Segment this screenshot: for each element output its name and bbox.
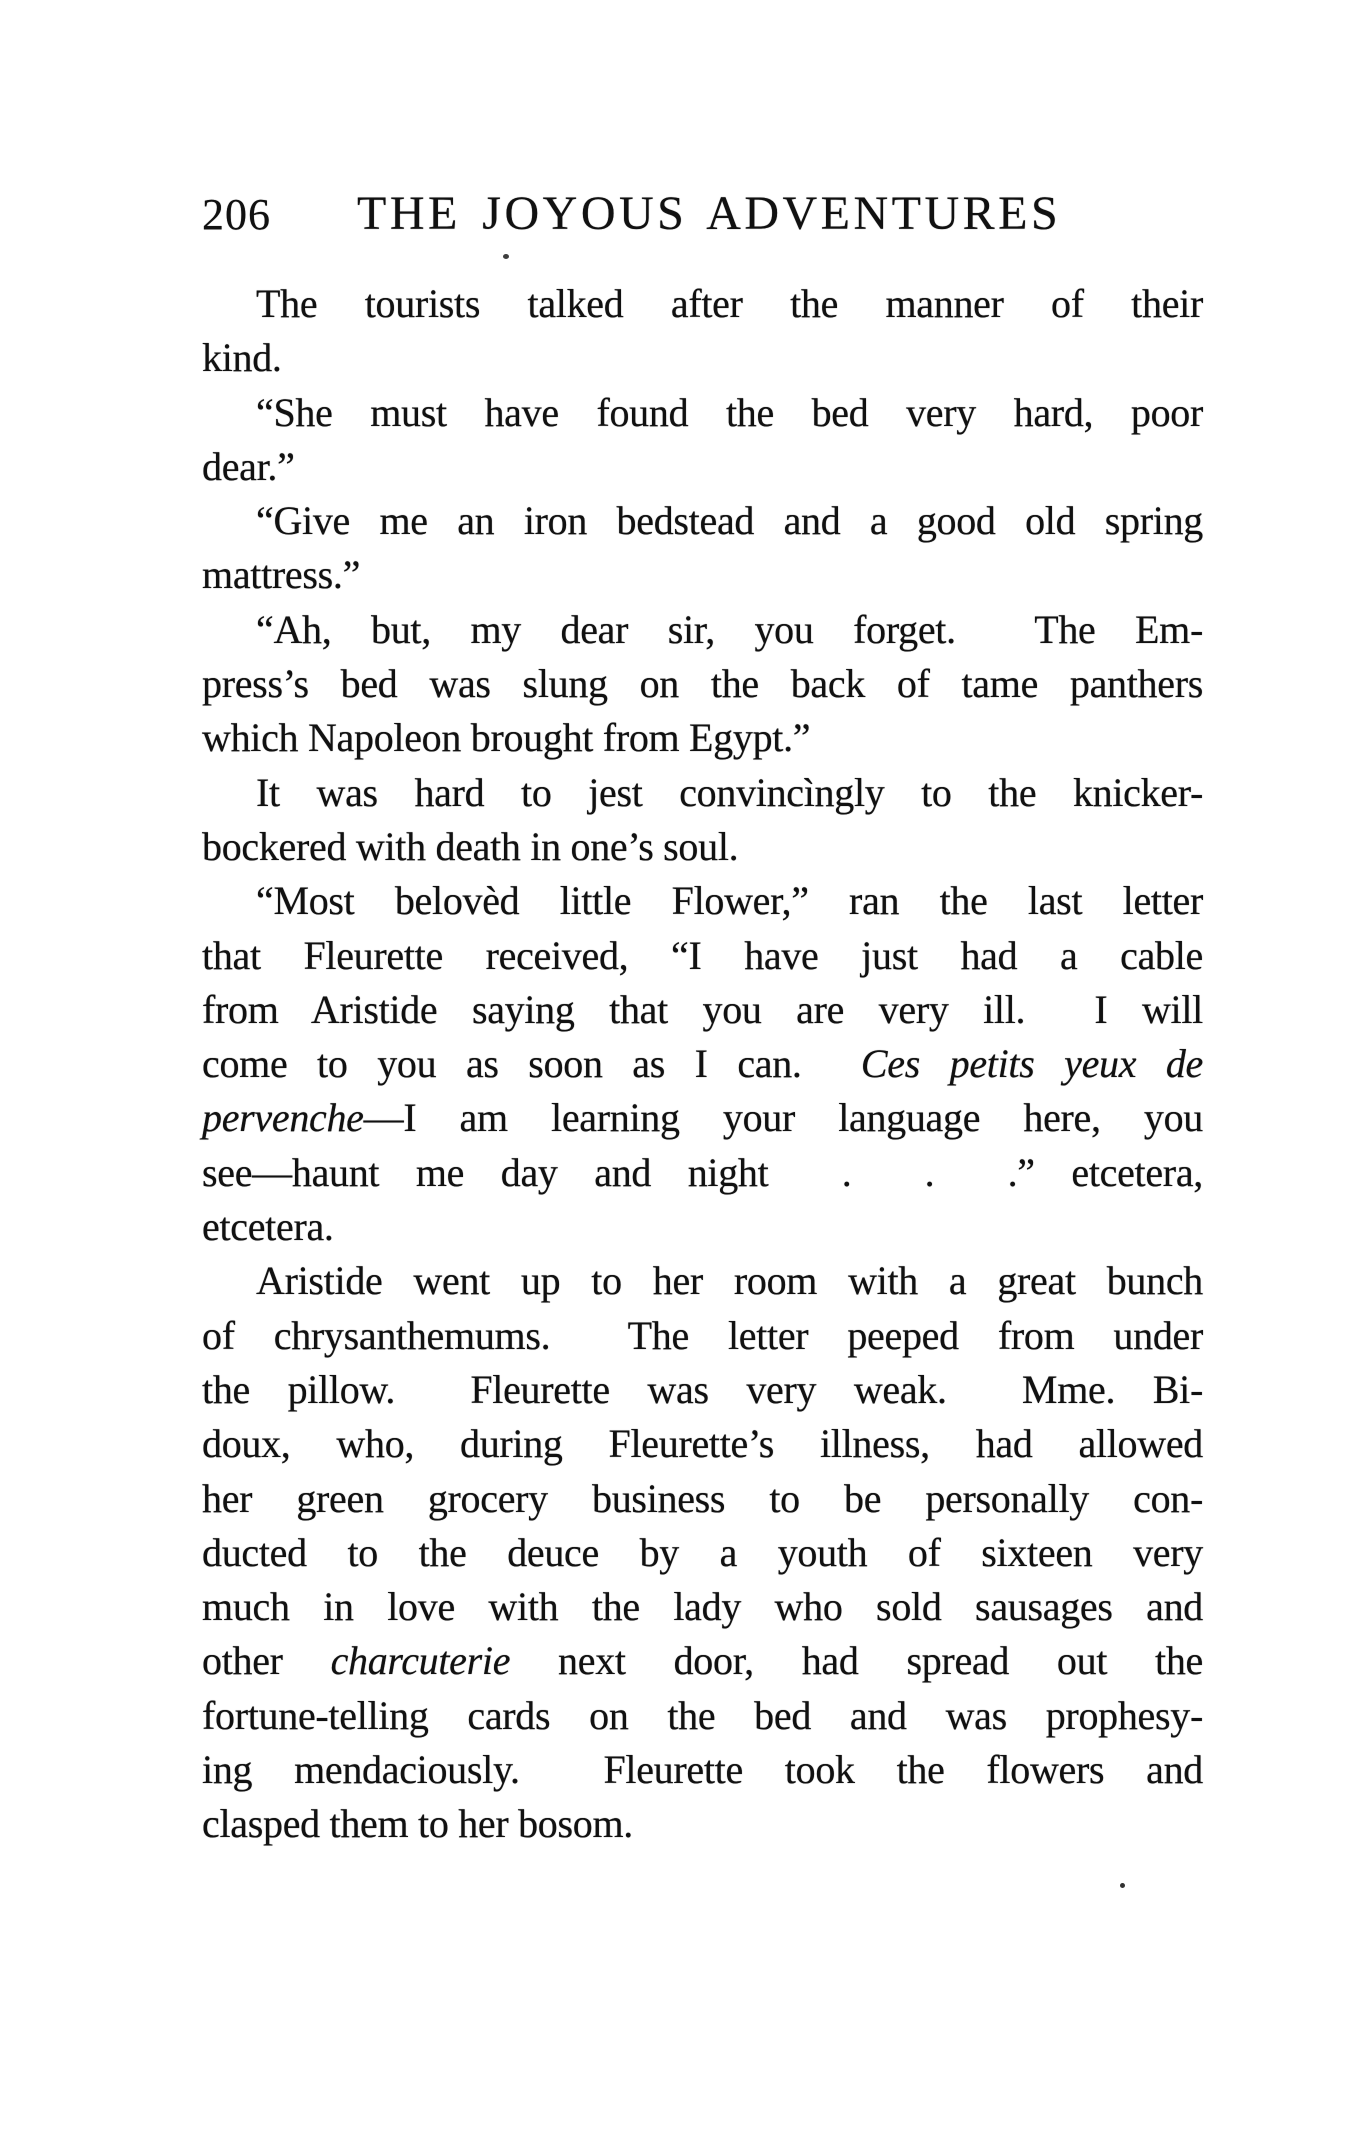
- ink-speck: [503, 254, 509, 259]
- text-line: Aristide went up to her room with a great bunch: [256, 1258, 1203, 1304]
- text-line: her green grocery business to be personally con-: [202, 1475, 1203, 1521]
- text-line: doux, who, during Fleurette’s illness, had allowed: [202, 1421, 1203, 1467]
- text-line: ducted to the deuce by a youth of sixteen very: [202, 1529, 1203, 1575]
- text-line: [202, 1037, 1203, 1091]
- text-line: which Napoleon brought from Egypt.”: [202, 715, 811, 761]
- text-segment: next door, had spread out the: [510, 1638, 1203, 1684]
- text-line: that Fleurette received, “I have just had a cable: [202, 932, 1203, 978]
- text-line: see—haunt me day and night . . .” etcetera,: [202, 1149, 1203, 1195]
- text-line: kind.: [202, 335, 282, 381]
- text-line: [202, 1091, 1203, 1145]
- ink-speck: [1120, 1883, 1125, 1888]
- text-line: the pillow. Fleurette was very weak. Mme. Bi-: [202, 1366, 1203, 1412]
- text-line: etcetera.: [202, 1204, 334, 1250]
- text-segment-italic: charcuterie: [330, 1638, 511, 1684]
- text-segment-italic: Ces petits yeux de: [860, 1041, 1203, 1087]
- text-line: press’s bed was slung on the back of tame panthers: [202, 661, 1203, 707]
- text-line: [202, 1634, 1203, 1688]
- text-line: dear.”: [202, 443, 295, 489]
- text-line: ing mendaciously. Fleurette took the flowers and: [202, 1747, 1203, 1793]
- text-line: “Give me an iron bedstead and a good old spring: [256, 498, 1203, 544]
- page-number: 206: [202, 190, 271, 239]
- text-line: from Aristide saying that you are very ill. I will: [202, 986, 1203, 1032]
- running-title: THE JOYOUS ADVENTURES: [357, 187, 1062, 240]
- text-line: It was hard to jest convincìngly to the knicker-: [256, 769, 1203, 815]
- text-line: “Most belovèd little Flower,” ran the last letter: [256, 878, 1203, 924]
- text-line: mattress.”: [202, 552, 361, 598]
- text-line: “Ah, but, my dear sir, you forget. The Em-: [256, 606, 1203, 652]
- text-segment: —I am learning your language here, you: [363, 1095, 1203, 1141]
- text-line: much in love with the lady who sold sausages and: [202, 1584, 1203, 1630]
- text-line: bockered with death in one’s soul.: [202, 823, 739, 869]
- running-header: [202, 187, 1205, 250]
- text-line: The tourists talked after the manner of their: [256, 281, 1203, 326]
- text-segment: other: [202, 1638, 331, 1684]
- body-text: [202, 277, 1203, 1852]
- text-segment: come to you as soon as I can.: [202, 1041, 861, 1087]
- text-line: “She must have found the bed very hard, poor: [256, 389, 1203, 435]
- text-segment-italic: pervenche: [202, 1095, 364, 1141]
- text-line: clasped them to her bosom.: [202, 1801, 633, 1847]
- text-line: fortune-telling cards on the bed and was prophesy-: [202, 1692, 1203, 1738]
- text-line: of chrysanthemums. The letter peeped from under: [202, 1312, 1203, 1358]
